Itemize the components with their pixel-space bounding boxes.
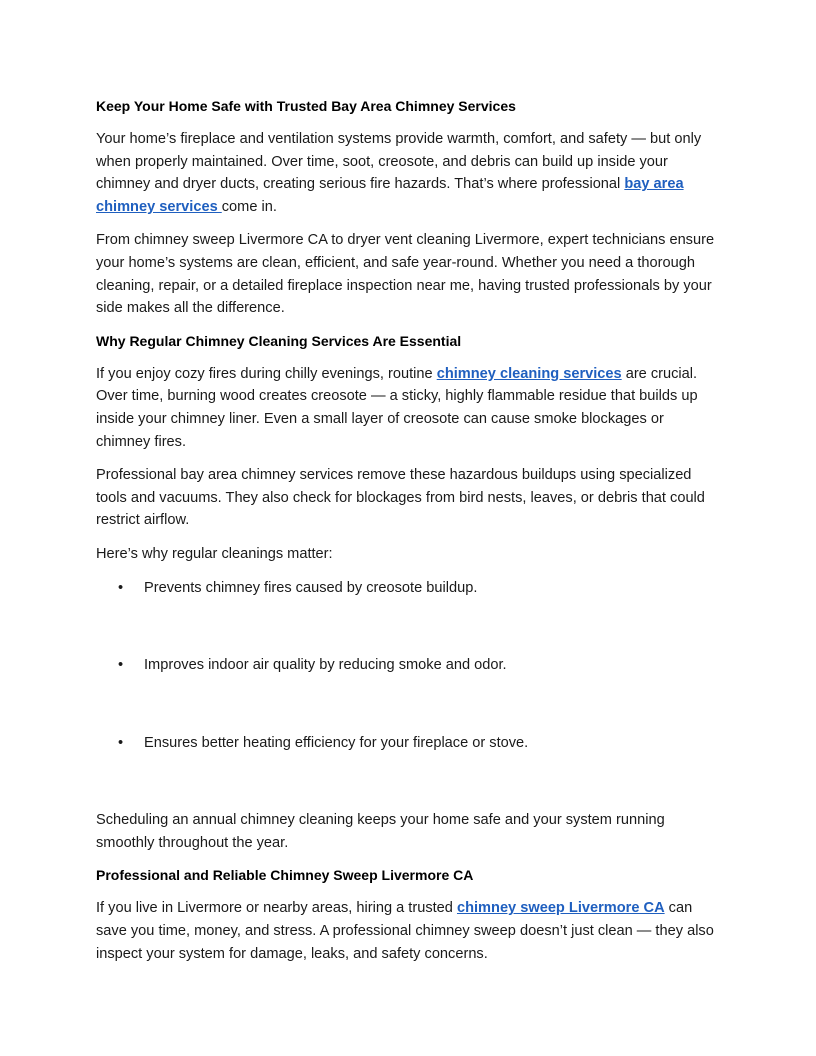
paragraph-livermore-text-b: can save you time, money, and stress. A professional chimney sweep doesn’t just clean — they also inspect your system for damage, leaks, and safety concerns. bbox=[96, 900, 714, 962]
link-chimney-cleaning-services[interactable]: chimney cleaning services bbox=[436, 365, 622, 382]
document-page bbox=[96, 96, 720, 976]
section-heading-bay-area-services: Keep Your Home Safe with Trusted Bay Area Chimney Services bbox=[96, 98, 516, 114]
paragraph-professional-removal: Professional bay area chimney services remove these hazardous buildups using specialized tools and vacuums. They also check for blockages from bird nests, leaves, or debris that could restrict airflow. bbox=[96, 467, 705, 529]
paragraph-annual-cleaning: Scheduling an annual chimney cleaning keeps your home safe and your system running smoothly throughout the year. bbox=[96, 812, 665, 851]
paragraph-cozy-fires bbox=[96, 363, 720, 453]
bullet-icon: • bbox=[118, 579, 124, 596]
link-bay-area-chimney-services[interactable]: bay area chimney services bbox=[96, 176, 684, 215]
paragraph-cozy-fires-text-b: are crucial. Over time, burning wood creates creosote — a sticky, highly flammable residue that builds up inside your chimney liner. Even a small layer of creosote can cause smoke blockages or chimney fires. bbox=[96, 365, 698, 450]
section-heading-chimney-sweep-livermore: Professional and Reliable Chimney Sweep Livermore CA bbox=[96, 867, 474, 884]
list-item-text: Ensures better heating efficiency for your fireplace or stove. bbox=[144, 734, 529, 751]
section-heading-why-cleaning: Why Regular Chimney Cleaning Services Are Essential bbox=[96, 332, 462, 349]
bullet-icon: • bbox=[118, 734, 124, 751]
paragraph-cozy-fires-text-a: If you enjoy cozy fires during chilly evenings, routine bbox=[96, 365, 437, 382]
benefits-list bbox=[96, 577, 720, 755]
list-item bbox=[96, 577, 720, 600]
paragraph-intro bbox=[96, 128, 720, 218]
paragraph-intro-text-b: come in. bbox=[221, 198, 277, 215]
bullet-icon: • bbox=[118, 657, 124, 674]
paragraph-intro-text-a: Your home’s fireplace and ventilation systems provide warmth, comfort, and safety — but only when properly maintained. Over time, soot, creosote, and debris can build up inside your chimney and dryer ducts, creating serious fire hazards. That’s where professional bbox=[96, 131, 702, 193]
paragraph-livermore bbox=[96, 897, 720, 965]
list-item bbox=[96, 654, 720, 677]
link-chimney-sweep-livermore[interactable]: chimney sweep Livermore CA bbox=[456, 900, 665, 917]
paragraph-livermore-text-a: If you live in Livermore or nearby areas, hiring a trusted bbox=[96, 900, 457, 917]
list-item bbox=[96, 732, 720, 755]
paragraph-services-overview: From chimney sweep Livermore CA to dryer vent cleaning Livermore, expert technicians ensure your home’s systems are clean, efficient, and safe year-round. Whether you need a thorough cleaning, repair, or a detailed fireplace inspection near me, having trusted professionals by your side makes all the difference. bbox=[96, 232, 715, 317]
paragraph-why-matter: Here’s why regular cleanings matter: bbox=[96, 545, 333, 562]
list-item-text: Prevents chimney fires caused by creosote buildup. bbox=[144, 579, 478, 596]
list-item-text: Improves indoor air quality by reducing smoke and odor. bbox=[144, 657, 507, 674]
